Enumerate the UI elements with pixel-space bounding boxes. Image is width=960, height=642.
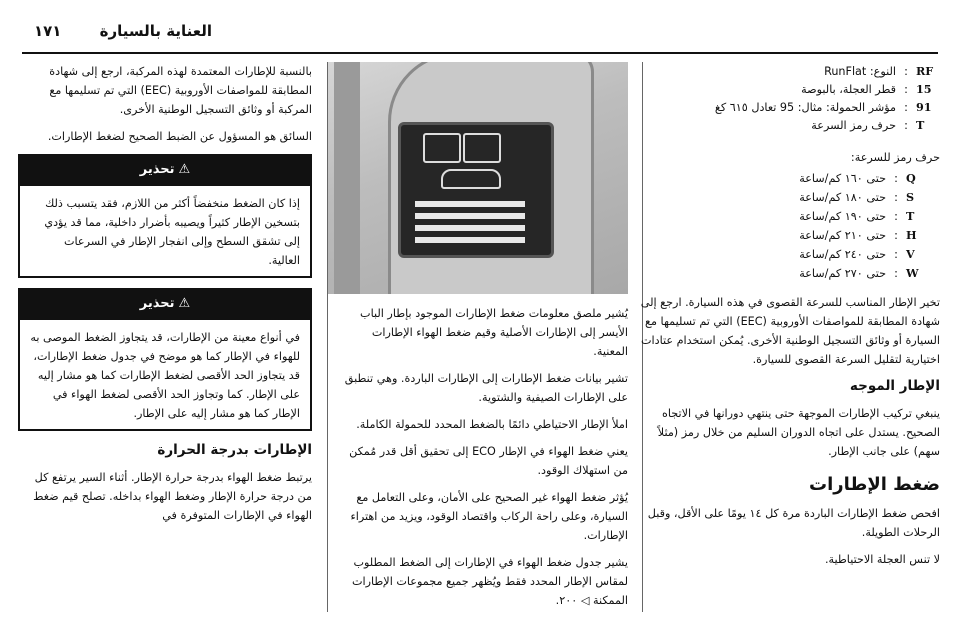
car-icon [441,169,501,189]
warning-box [18,288,312,431]
door-pillar [334,62,360,294]
paragraph: افحص ضغط الإطارات الباردة مرة كل ١٤ يومًا على الأقل، وقبل الرحلات الطويلة. [647,507,940,539]
speed-key: Q [906,171,916,185]
definition-key: 15 [916,82,932,96]
label-line [415,237,525,243]
paragraph: يعني ضغط الهواء في الإطار ECO إلى تحقيق أقل قدر مُمكن من استهلاك الوقود. [349,445,628,477]
label-line [415,225,525,231]
paragraph: يُؤثر ضغط الهواء غير الصحيح على الأمان، وعلى التعامل مع السيارة، وعلى راحة الركاب واقتصاد الوقود، ويزيد من اهتراء الإطارات. [350,491,628,542]
paragraph: السائق هو المسؤول عن الضبط الصحيح لضغط الإطارات. [47,130,312,143]
speed-row: T : حتى ١٩٠ كم/ساعة [640,207,930,226]
definition-key: RF [916,64,934,78]
warning-header [20,156,310,186]
definition-row: 91 : مؤشر الحمولة: مثال: 95 تعادل ٦١٥ كغ [640,98,940,116]
tyre-pressure-label-photo [328,62,628,294]
speed-symbol-list [640,169,930,283]
warning-text: في أنواع معينة من الإطارات، قد يتجاوز الضغط الموصى به للهواء في الإطار كما هو موضح في جدول ضغط الإطارات، قد يتجاوز الحد الأقصى لضغط الإطارات كما هو مشار إليه على الإطار. كما وتجاوز الحد الأقصى لضغط الهواء في الإطار كما هو مشار إليه على الإطار. [30,331,300,420]
speed-row: W : حتى ٢٧٠ كم/ساعة [640,264,930,283]
speed-row: V : حتى ٢٤٠ كم/ساعة [640,245,930,264]
paragraph: تخير الإطار المناسب للسرعة القصوى في هذه السيارة. ارجع إلى شهادة المطابقة للمواصفات الأوروبية (EEC) التي تم تسليمها مع السيارة أو وثائق التسجيل الوطنية الأخرى. يُمكن استخدام عتادات اختيارية لتقليل السرعة القصوى للسيارة. [640,296,940,366]
speed-key: W [906,266,919,280]
middle-column [334,62,628,618]
speed-key: H [906,228,917,242]
warning-header [20,290,310,320]
definition-key: T [916,118,925,132]
speed-value: حتى ١٦٠ كم/ساعة [799,172,886,185]
speed-row: Q : حتى ١٦٠ كم/ساعة [640,169,930,188]
speed-value: حتى ١٨٠ كم/ساعة [799,191,886,204]
speed-row: H : حتى ٢١٠ كم/ساعة [640,226,930,245]
warning-text: إذا كان الضغط منخفضاً أكثر من اللازم، فقد يتسبب ذلك بتسخين الإطار كثيراً ويصيبه بأضرار داخلية، مما قد يؤدي إلى تشقق السطح وإلى انفجار الإطار في السرعات العالية. [44,197,300,267]
warning-label: تحذير [139,162,175,177]
paragraph: لا تنس العجلة الاحتياطية. [824,553,940,566]
label-line [415,201,525,207]
speed-row: S : حتى ١٨٠ كم/ساعة [640,188,930,207]
page-title: العناية بالسيارة [99,22,212,40]
label-line [415,213,525,219]
speed-key: V [906,247,915,261]
page-number: ١٧١ [34,22,62,40]
label-icon [423,133,461,163]
paragraph: يُشير ملصق معلومات ضغط الإطارات الموجود بإطار الباب الأيسر إلى الإطارات الأصلية وقيم ضغط الهواء الإطارات المعنية. [360,307,628,358]
paragraph: يرتبط ضغط الهواء بدرجة حرارة الإطار. أثناء السير يرتفع كل من درجة حرارة الإطار وضغط الهواء بداخله. تصلح قيم ضغط الهواء في الإطارات المتوفرة في [33,471,312,522]
left-column [18,62,312,533]
definition-row: T : حرف رمز السرعة [640,116,940,134]
definition-value: قطر العجلة، بالبوصة [801,83,896,96]
definition-value: النوع: RunFlat [824,65,896,78]
speed-symbol-heading: حرف رمز للسرعة: [850,151,940,164]
speed-value: حتى ٢٤٠ كم/ساعة [799,248,886,261]
speed-key: T [906,209,915,223]
page-header [0,22,960,50]
section-heading: الإطار الموجه [849,378,940,394]
paragraph: تشير بيانات ضغط الإطارات إلى الإطارات الباردة. وهي تنطبق على الإطارات الصيفية والشتوية. [344,372,628,404]
speed-value: حتى ١٩٠ كم/ساعة [799,210,886,223]
paragraph: املأ الإطار الاحتياطي دائمًا بالضغط المحدد للحمولة الكاملة. [356,418,628,431]
speed-value: حتى ٢٧٠ كم/ساعة [799,267,886,280]
header-divider [22,52,938,54]
warning-label: تحذير [139,296,175,311]
definition-row: RF : النوع: RunFlat [640,62,940,80]
definition-key: 91 [916,100,932,114]
warning-box [18,154,312,278]
section-heading-main: ضغط الإطارات [808,474,940,495]
right-column [640,62,940,577]
definition-value: حرف رمز السرعة [811,119,896,132]
warning-triangle-icon: ⚠ [178,162,191,177]
speed-value: حتى ٢١٠ كم/ساعة [799,229,886,242]
paragraph: بالنسبة للإطارات المعتمدة لهذه المركبة، ارجع إلى شهادة المطابقة للمواصفات الأوروبية (EEC) التي تم تسليمها مع المركبة أو وثائق التسجيل الوطنية الأخرى. [49,65,312,116]
speed-key: S [906,190,915,204]
label-icon [463,133,501,163]
section-heading: الإطارات بدرجة الحرارة [157,442,312,458]
paragraph: ينبغي تركيب الإطارات الموجهة حتى ينتهي دورانها في الاتجاه الصحيح. يستدل على اتجاه الدوران السليم من خلال رمز (مثلاً سهم) على جانب الإطار. [657,407,940,458]
warning-triangle-icon: ⚠ [178,296,191,311]
definition-row: 15 : قطر العجلة، بالبوصة [640,80,940,98]
pressure-label-sticker [398,122,554,258]
paragraph: يشير جدول ضغط الهواء في الإطارات إلى الضغط المطلوب لمقاس الإطار المحدد فقط ويُظهر جميع مجموعات الإطارات الممكنة ◁ ٢٠٠. [351,556,628,607]
definition-value: مؤشر الحمولة: مثال: 95 تعادل ٦١٥ كغ [714,101,896,114]
